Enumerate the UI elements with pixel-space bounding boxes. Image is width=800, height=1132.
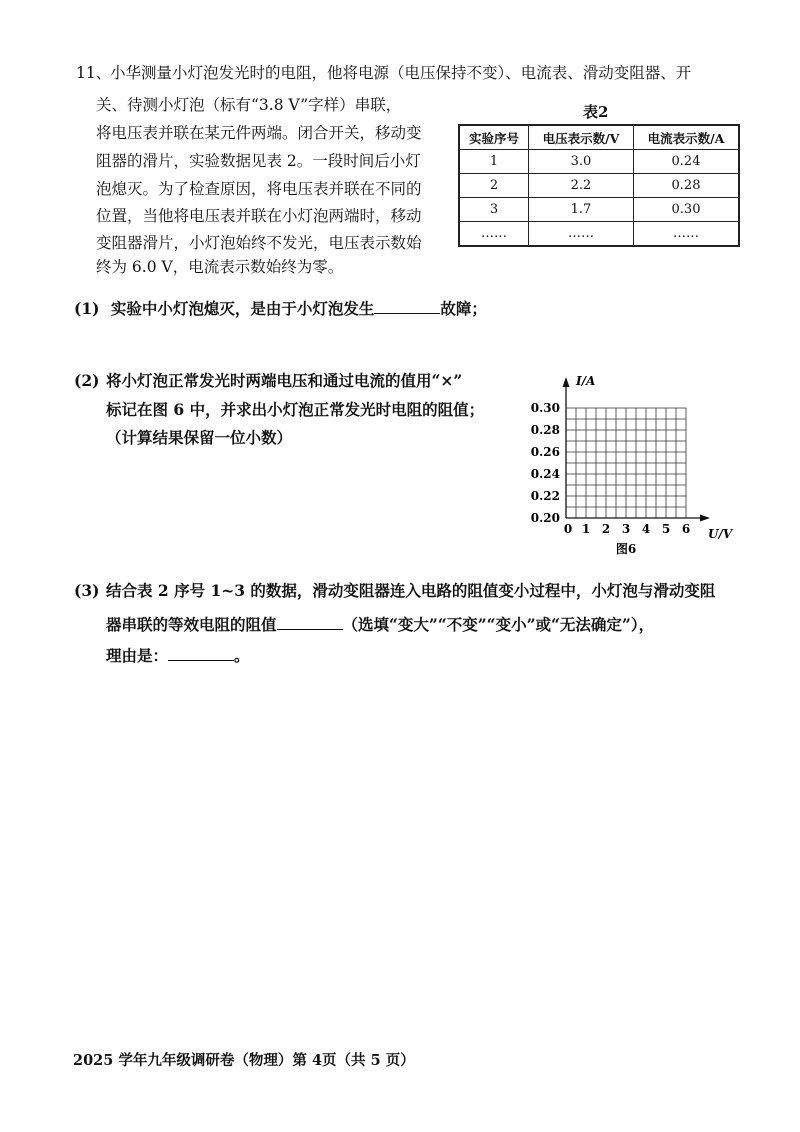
- part3-answer-blank-2[interactable]: [168, 646, 234, 661]
- page-footer: 2025 学年九年级调研卷（物理）第 4页（共 5 页）: [73, 1052, 415, 1069]
- figure-6-graph[interactable]: [520, 365, 750, 560]
- y-tick-label: 0.28: [530, 423, 560, 437]
- x-tick-label: 6: [681, 522, 691, 536]
- table-cell: 1.7: [529, 198, 634, 222]
- part3-line2-after: （选填“变大”“不变”“变小”或“无法确定”），: [342, 615, 655, 634]
- part1-label: (1): [74, 299, 100, 318]
- intro-line-4: 阻器的滑片，实验数据见表 2。一段时间后小灯: [96, 152, 421, 170]
- intro-line-5: 泡熄灭。为了检查原因，将电压表并联在不同的: [96, 180, 422, 198]
- intro-line-7: 变阻器滑片，小灯泡始终不发光，电压表示数始: [96, 234, 422, 252]
- table-header: 实验序号: [459, 125, 529, 150]
- part1-text-after: 故障；: [440, 299, 487, 318]
- table-cell: 3: [459, 198, 529, 222]
- table-row: [459, 222, 739, 247]
- y-axis-arrow: [563, 377, 570, 387]
- table-cell: 2.2: [529, 174, 634, 198]
- table-cell: ……: [529, 222, 634, 247]
- part3-line2-before: 器串联的等效电阻的阻值: [106, 615, 277, 634]
- y-tick-label: 0.30: [530, 401, 560, 415]
- part3-answer-blank-1[interactable]: [277, 615, 343, 630]
- intro-line-3: 将电压表并联在某元件两端。闭合开关，移动变: [96, 124, 422, 142]
- y-tick-label: 0.26: [530, 445, 560, 459]
- y-tick-label: 0.24: [530, 467, 560, 481]
- table-header: 电流表示数/A: [634, 125, 740, 150]
- table-cell: ……: [634, 222, 740, 247]
- part2-line-1: 将小灯泡正常发光时两端电压和通过电流的值用“×”: [106, 371, 463, 390]
- table-row: [459, 174, 739, 198]
- table-cell: 0.30: [634, 198, 740, 222]
- table-cell: 2: [459, 174, 529, 198]
- part1-answer-blank[interactable]: [374, 299, 440, 314]
- intro-line-8: 终为 6.0 V，电流表示数始终为零。: [96, 258, 344, 276]
- table-cell: 1: [459, 150, 529, 174]
- x-tick-label: 0: [563, 522, 573, 536]
- table-header-row: [459, 125, 739, 150]
- table-cell: 0.24: [634, 150, 740, 174]
- part3-label: (3): [74, 581, 100, 600]
- x-tick-label: 4: [641, 522, 651, 536]
- y-axis-label: I/A: [576, 374, 596, 388]
- part2-label: (2): [74, 371, 100, 390]
- y-tick-label: 0.22: [530, 489, 560, 503]
- table-row: [459, 198, 739, 222]
- table-cell: 0.28: [634, 174, 740, 198]
- part1-text-before: 实验中小灯泡熄灭，是由于小灯泡发生: [110, 299, 375, 318]
- data-table: [458, 124, 740, 247]
- part2-line-2: 标记在图 6 中，并求出小灯泡正常发光时电阻的阻值；: [106, 400, 485, 419]
- table-cell: ……: [459, 222, 529, 247]
- graph-labels: [531, 374, 734, 556]
- table-caption: 表2: [583, 103, 609, 121]
- part3-line-1: 结合表 2 序号 1~3 的数据，滑动变阻器连入电路的阻值变小过程中，小灯泡与滑动变阻: [106, 581, 716, 600]
- graph-grid: [566, 408, 686, 518]
- part3-line-3: [106, 646, 250, 664]
- x-tick-label: 5: [661, 522, 671, 536]
- figure-caption: 图6: [615, 542, 637, 556]
- part3-line3-before: 理由是：: [106, 646, 169, 665]
- table-header: 电压表示数/V: [529, 125, 634, 150]
- x-tick-label: 1: [581, 522, 591, 536]
- x-axis-arrow: [700, 515, 710, 522]
- x-tick-label: 2: [601, 522, 611, 536]
- x-tick-label: 3: [621, 522, 631, 536]
- x-axis-label: U/V: [708, 527, 733, 541]
- table-cell: 3.0: [529, 150, 634, 174]
- part3-line3-after: 。: [234, 646, 250, 665]
- table-row: [459, 150, 739, 174]
- intro-line-1: 小华测量小灯泡发光时的电阻，他将电源（电压保持不变）、电流表、滑动变阻器、开: [110, 64, 692, 82]
- question-number: 11、: [76, 64, 112, 82]
- intro-line-6: 位置，当他将电压表并联在小灯泡两端时，移动: [96, 207, 422, 225]
- part2-line-3: （计算结果保留一位小数）: [106, 428, 293, 447]
- part1: [74, 299, 487, 317]
- intro-line-2: 关、待测小灯泡（标有“3.8 V”字样）串联，: [96, 96, 402, 114]
- part3-line-2: [106, 615, 654, 633]
- y-tick-label: 0.20: [530, 511, 560, 525]
